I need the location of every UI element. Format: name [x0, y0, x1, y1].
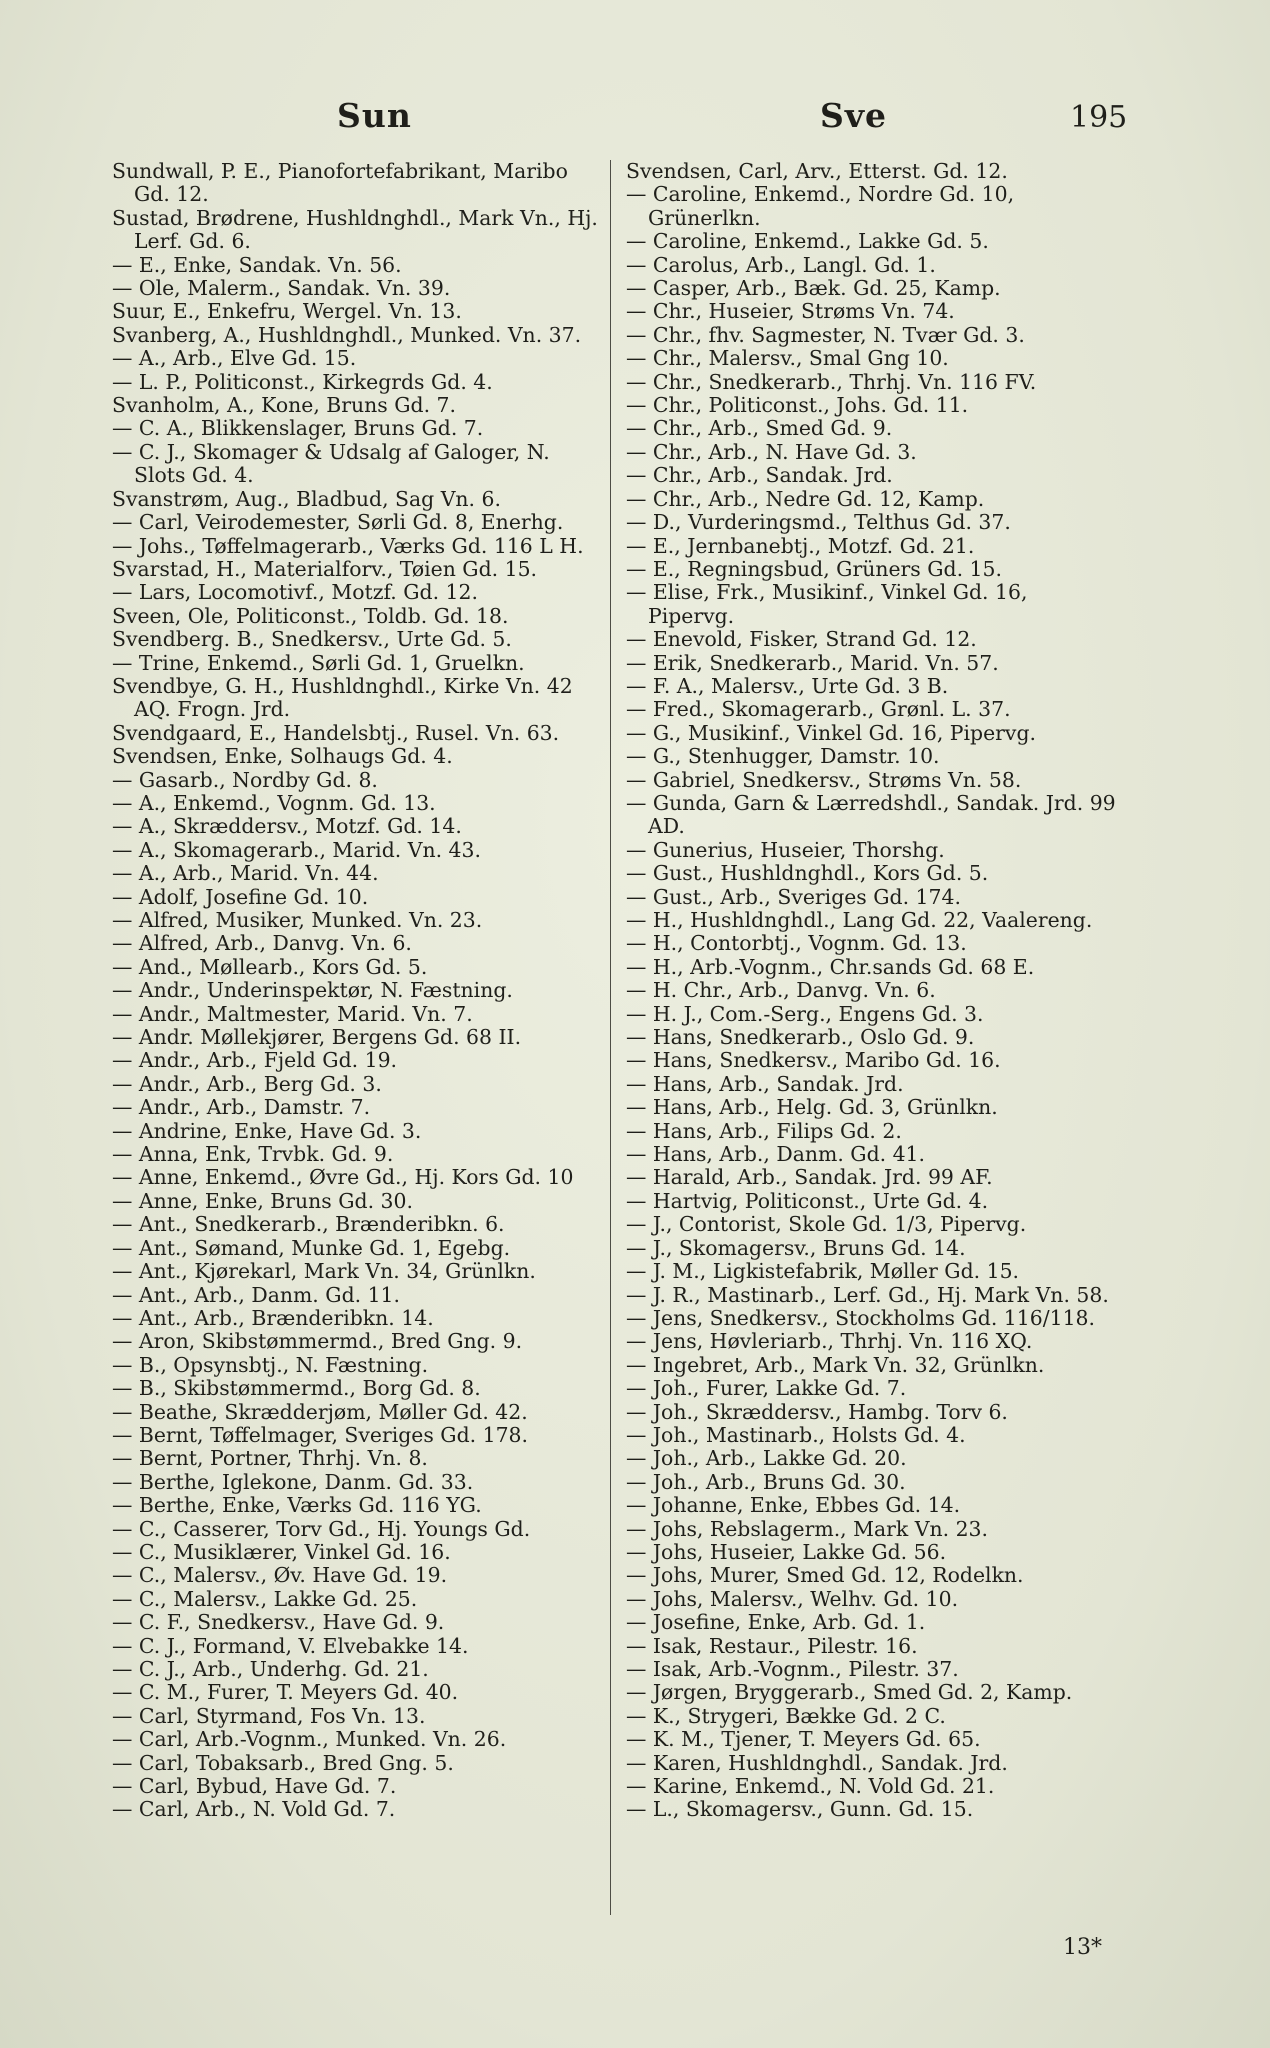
directory-entry: — C. M., Furer, T. Meyers Gd. 40. — [112, 1680, 459, 1705]
directory-entry: — And., Møllearb., Kors Gd. 5. — [112, 954, 428, 979]
directory-entry: — Carl, Arb.-Vognm., Munked. Vn. 26. — [112, 1727, 507, 1752]
directory-entry: — Ingebret, Arb., Mark Vn. 32, Grünlkn. — [626, 1352, 1045, 1377]
directory-entry: — Gasarb., Nordby Gd. 8. — [112, 767, 378, 792]
directory-entry: — Gunerius, Huseier, Thorshg. — [626, 837, 945, 862]
directory-entry: — Hartvig, Politiconst., Urte Gd. 4. — [626, 1188, 989, 1213]
directory-entry: — Ant., Arb., Brænderibkn. 14. — [112, 1305, 434, 1330]
directory-entry: — Gust., Hushldnghdl., Kors Gd. 5. — [626, 861, 989, 886]
directory-entry: — Joh., Furer, Lakke Gd. 7. — [626, 1376, 907, 1401]
directory-entry: — C. J., Formand, V. Elvebakke 14. — [112, 1633, 469, 1658]
directory-entry: — Caroline, Enkemd., Lakke Gd. 5. — [626, 229, 989, 254]
directory-entry: — C., Malersv., Lakke Gd. 25. — [112, 1586, 418, 1611]
directory-entry: — Isak, Arb.-Vognm., Pilestr. 37. — [626, 1657, 959, 1681]
directory-entry: — Andr., Underinspektør, N. Fæstning. — [112, 978, 513, 1003]
directory-entry: — Hans, Arb., Danm. Gd. 41. — [626, 1142, 926, 1167]
directory-entry: — Johs, Rebslagerm., Mark Vn. 23. — [626, 1516, 989, 1541]
directory-entry: — B., Skibstømmermd., Borg Gd. 8. — [112, 1376, 481, 1401]
directory-entry: — A., Skomagerarb., Marid. Vn. 43. — [112, 837, 481, 862]
directory-entry: — Jens, Høvleriarb., Thrhj. Vn. 116 XQ. — [626, 1329, 1033, 1354]
directory-entry: — A., Arb., Elve Gd. 15. — [112, 346, 357, 371]
directory-entry: — Chr., Arb., Nedre Gd. 12, Kamp. — [626, 486, 985, 511]
directory-entry: Svarstad, H., Materialforv., Tøien Gd. 15. — [112, 556, 538, 581]
directory-entry: — Beathe, Skrædderjøm, Møller Gd. 42. — [112, 1399, 528, 1424]
directory-entry: Suur, E., Enkefru, Wergel. Vn. 13. — [112, 299, 462, 324]
directory-entry: — C., Casserer, Torv Gd., Hj. Youngs Gd. — [112, 1516, 531, 1541]
directory-entry: — Hans, Arb., Filips Gd. 2. — [626, 1118, 902, 1143]
directory-entry: — Johs, Huseier, Lakke Gd. 56. — [626, 1539, 947, 1564]
directory-entry: — Joh., Arb., Lakke Gd. 20. — [626, 1446, 907, 1471]
directory-entry: — C. F., Snedkersv., Have Gd. 9. — [112, 1610, 445, 1635]
page-number: 195 — [1070, 100, 1128, 135]
directory-entry: — J. R., Mastinarb., Lerf. Gd., Hj. Mark Vn. 58. — [626, 1282, 1109, 1307]
directory-entry: — Anne, Enke, Bruns Gd. 30. — [112, 1188, 413, 1213]
directory-entry: — K. M., Tjener, T. Meyers Gd. 65. — [626, 1727, 981, 1752]
directory-entry: — Chr., Arb., Smed Gd. 9. — [626, 416, 893, 441]
directory-entry: — Alfred, Musiker, Munked. Vn. 23. — [112, 908, 483, 932]
directory-entry: — Joh., Arb., Bruns Gd. 30. — [626, 1469, 906, 1494]
directory-entry: — Berthe, Iglekone, Danm. Gd. 33. — [112, 1469, 474, 1494]
directory-entry: Svanberg, A., Hushldnghdl., Munked. Vn. 37. — [112, 322, 582, 347]
directory-entry: — Anne, Enkemd., Øvre Gd., Hj. Kors Gd. 10 — [112, 1165, 574, 1190]
directory-entry: — C. J., Arb., Underhg. Gd. 21. — [112, 1657, 429, 1681]
directory-entry: — H. J., Com.-Serg., Engens Gd. 3. — [626, 1001, 984, 1026]
directory-entry: Svendsen, Enke, Solhaugs Gd. 4. — [112, 744, 453, 769]
directory-entry: Sveen, Ole, Politiconst., Toldb. Gd. 18. — [112, 603, 509, 628]
directory-entry: — Chr., Snedkerarb., Thrhj. Vn. 116 FV. — [626, 369, 1037, 394]
directory-entry: — L., Skomagersv., Gunn. Gd. 15. — [626, 1797, 974, 1822]
directory-entry: — Karen, Hushldnghdl., Sandak. Jrd. — [626, 1750, 1008, 1775]
directory-entry: — E., Jernbanebtj., Motzf. Gd. 21. — [626, 533, 975, 558]
directory-entry: — Andr. Møllekjører, Bergens Gd. 68 II. — [112, 1025, 522, 1050]
directory-entry: Svanstrøm, Aug., Bladbud, Sag Vn. 6. — [112, 486, 501, 511]
directory-entry: — Harald, Arb., Sandak. Jrd. 99 AF. — [626, 1165, 993, 1190]
directory-entry: — H., Contorbtj., Vognm. Gd. 13. — [626, 931, 967, 956]
directory-entry: — Berthe, Enke, Værks Gd. 116 YG. — [112, 1493, 482, 1518]
directory-entry: — Ant., Kjørekarl, Mark Vn. 34, Grünlkn. — [112, 1259, 536, 1284]
column-divider — [610, 160, 611, 1915]
directory-entry: — J., Contorist, Skole Gd. 1/3, Pipervg. — [626, 1212, 1027, 1237]
directory-entry: — G., Stenhugger, Damstr. 10. — [626, 744, 940, 769]
directory-entry: — H., Arb.-Vognm., Chr.sands Gd. 68 E. — [626, 954, 1035, 979]
directory-entry: — E., Enke, Sandak. Vn. 56. — [112, 252, 402, 277]
directory-entry: — Hans, Snedkerarb., Oslo Gd. 9. — [626, 1025, 975, 1050]
directory-entry: — Gabriel, Snedkersv., Strøms Vn. 58. — [626, 767, 1022, 792]
directory-entry: — A., Skræddersv., Motzf. Gd. 14. — [112, 814, 462, 839]
directory-entry: — Andrine, Enke, Have Gd. 3. — [112, 1118, 422, 1143]
directory-entry: Sustad, Brødrene, Hushldnghdl., Mark Vn., Hj. Lerf. Gd. 6. — [112, 205, 598, 254]
directory-entry: — Chr., Politiconst., Johs. Gd. 11. — [626, 393, 969, 418]
directory-entry: — Andr., Arb., Berg Gd. 3. — [112, 1071, 382, 1096]
directory-entry: — Chr., Huseier, Strøms Vn. 74. — [626, 299, 955, 324]
directory-entry: — Bernt, Tøffelmager, Sveriges Gd. 178. — [112, 1422, 529, 1447]
directory-entry: — J., Skomagersv., Bruns Gd. 14. — [626, 1235, 966, 1260]
directory-entry: — Hans, Snedkersv., Maribo Gd. 16. — [626, 1048, 1001, 1073]
directory-entry: Svendsen, Carl, Arv., Etterst. Gd. 12. — [626, 159, 1008, 183]
directory-entry: — K., Strygeri, Bække Gd. 2 C. — [626, 1703, 946, 1728]
directory-entry: — Isak, Restaur., Pilestr. 16. — [626, 1633, 918, 1658]
directory-entry: — Aron, Skibstømmermd., Bred Gng. 9. — [112, 1329, 523, 1354]
directory-entry: — Joh., Mastinarb., Holsts Gd. 4. — [626, 1422, 966, 1447]
directory-entry: — Ant., Arb., Danm. Gd. 11. — [112, 1282, 401, 1307]
directory-entry: — Carl, Styrmand, Fos Vn. 13. — [112, 1703, 426, 1728]
directory-entry: — Enevold, Fisker, Strand Gd. 12. — [626, 627, 977, 652]
directory-entry: — Carl, Veirodemester, Sørli Gd. 8, Enerhg. — [112, 510, 564, 535]
directory-entry: — Hans, Arb., Helg. Gd. 3, Grünlkn. — [626, 1095, 998, 1120]
directory-entry: — Jens, Snedkersv., Stockholms Gd. 116/118. — [626, 1305, 1095, 1330]
directory-entry: Svendbye, G. H., Hushldnghdl., Kirke Vn. 42 AQ. Frogn. Jrd. — [112, 673, 573, 722]
directory-entry: — J. M., Ligkistefabrik, Møller Gd. 15. — [626, 1259, 1020, 1284]
signature-mark: 13* — [1063, 1935, 1102, 1960]
directory-entry: — C., Musiklærer, Vinkel Gd. 16. — [112, 1539, 451, 1564]
directory-entry: Svanholm, A., Kone, Bruns Gd. 7. — [112, 393, 457, 418]
directory-entry: — C. A., Blikkenslager, Bruns Gd. 7. — [112, 416, 484, 441]
directory-entry: — Johs, Murer, Smed Gd. 12, Rodelkn. — [626, 1563, 1024, 1588]
directory-entry: — B., Opsynsbtj., N. Fæstning. — [112, 1352, 429, 1377]
directory-entry: — Jørgen, Bryggerarb., Smed Gd. 2, Kamp. — [626, 1680, 1073, 1705]
directory-entry: — Gunda, Garn & Lærredshdl., Sandak. Jrd. 99 AD. — [626, 790, 1116, 839]
directory-entry: Svendberg. B., Snedkersv., Urte Gd. 5. — [112, 627, 512, 652]
directory-entry: — Anna, Enk, Trvbk. Gd. 9. — [112, 1142, 394, 1167]
directory-entry: — Carl, Tobaksarb., Bred Gng. 5. — [112, 1750, 454, 1775]
directory-entry: — Chr., Arb., Sandak. Jrd. — [626, 463, 893, 488]
directory-entry: — H. Chr., Arb., Danvg. Vn. 6. — [626, 978, 936, 1003]
directory-entry: — Elise, Frk., Musikinf., Vinkel Gd. 16, Pipervg. — [626, 580, 1028, 628]
directory-entry: — Chr., Malersv., Smal Gng 10. — [626, 346, 949, 371]
directory-entry: — Andr., Maltmester, Marid. Vn. 7. — [112, 1001, 473, 1026]
directory-entry: — A., Arb., Marid. Vn. 44. — [112, 861, 379, 886]
directory-entry: — Chr., Arb., N. Have Gd. 3. — [626, 439, 917, 464]
directory-entry: — Fred., Skomagerarb., Grønl. L. 37. — [626, 697, 1011, 722]
directory-entry: Svendgaard, E., Handelsbtj., Rusel. Vn. 63. — [112, 720, 560, 745]
directory-entry: — Bernt, Portner, Thrhj. Vn. 8. — [112, 1446, 428, 1471]
directory-entry: — G., Musikinf., Vinkel Gd. 16, Pipervg. — [626, 720, 1036, 745]
directory-entry: — Adolf, Josefine Gd. 10. — [112, 884, 369, 909]
directory-entry: — Johanne, Enke, Ebbes Gd. 14. — [626, 1493, 961, 1518]
directory-entry: — Casper, Arb., Bæk. Gd. 25, Kamp. — [626, 276, 1001, 301]
directory-entry: — Carl, Bybud, Have Gd. 7. — [112, 1774, 397, 1799]
left-column — [112, 160, 606, 1822]
directory-entry: — Caroline, Enkemd., Nordre Gd. 10, Grünerlkn. — [626, 182, 1015, 230]
directory-entry: — A., Enkemd., Vognm. Gd. 13. — [112, 790, 436, 815]
directory-entry: — Carolus, Arb., Langl. Gd. 1. — [626, 252, 936, 277]
directory-entry: — C., Malersv., Øv. Have Gd. 19. — [112, 1563, 448, 1588]
directory-entry: — Ant., Sømand, Munke Gd. 1, Egebg. — [112, 1235, 511, 1260]
header-right-keyword: Sve — [820, 96, 888, 135]
directory-entry: — F. A., Malersv., Urte Gd. 3 B. — [626, 673, 949, 698]
directory-entry: — Carl, Arb., N. Vold Gd. 7. — [112, 1797, 396, 1822]
directory-entry: — H., Hushldnghdl., Lang Gd. 22, Vaalereng. — [626, 908, 1093, 932]
header-left-keyword: Sun — [337, 96, 412, 135]
directory-entry: — Erik, Snedkerarb., Marid. Vn. 57. — [626, 650, 999, 675]
directory-entry: — L. P., Politiconst., Kirkegrds Gd. 4. — [112, 369, 493, 394]
directory-entry: — Ant., Snedkerarb., Brænderibkn. 6. — [112, 1212, 505, 1237]
directory-entry: — Lars, Locomotivf., Motzf. Gd. 12. — [112, 580, 478, 605]
directory-entry: — C. J., Skomager & Udsalg af Galoger, N. Slots Gd. 4. — [112, 439, 550, 488]
directory-entry: — Josefine, Enke, Arb. Gd. 1. — [626, 1610, 926, 1635]
directory-entry: — Alfred, Arb., Danvg. Vn. 6. — [112, 931, 412, 956]
directory-entry: — Chr., fhv. Sagmester, N. Tvær Gd. 3. — [626, 322, 1025, 347]
directory-entry: — D., Vurderingsmd., Telthus Gd. 37. — [626, 510, 1011, 535]
directory-entry: — Andr., Arb., Fjeld Gd. 19. — [112, 1048, 398, 1073]
directory-entry: — Hans, Arb., Sandak. Jrd. — [626, 1071, 904, 1096]
directory-entry: — Gust., Arb., Sveriges Gd. 174. — [626, 884, 961, 909]
directory-entry: — Karine, Enkemd., N. Vold Gd. 21. — [626, 1774, 995, 1799]
directory-entry: — Johs, Malersv., Welhv. Gd. 10. — [626, 1586, 959, 1611]
right-column — [626, 160, 1120, 1822]
directory-entry: Sundwall, P. E., Pianofortefabrikant, Maribo Gd. 12. — [112, 159, 568, 207]
directory-entry: — E., Regningsbud, Grüners Gd. 15. — [626, 556, 1002, 581]
directory-entry: — Johs., Tøffelmagerarb., Værks Gd. 116 L H. — [112, 533, 584, 558]
directory-entry: — Ole, Malerm., Sandak. Vn. 39. — [112, 276, 451, 301]
directory-entry: — Andr., Arb., Damstr. 7. — [112, 1095, 371, 1120]
directory-entry: — Joh., Skræddersv., Hambg. Torv 6. — [626, 1399, 1008, 1424]
directory-entry: — Trine, Enkemd., Sørli Gd. 1, Gruelkn. — [112, 650, 525, 675]
